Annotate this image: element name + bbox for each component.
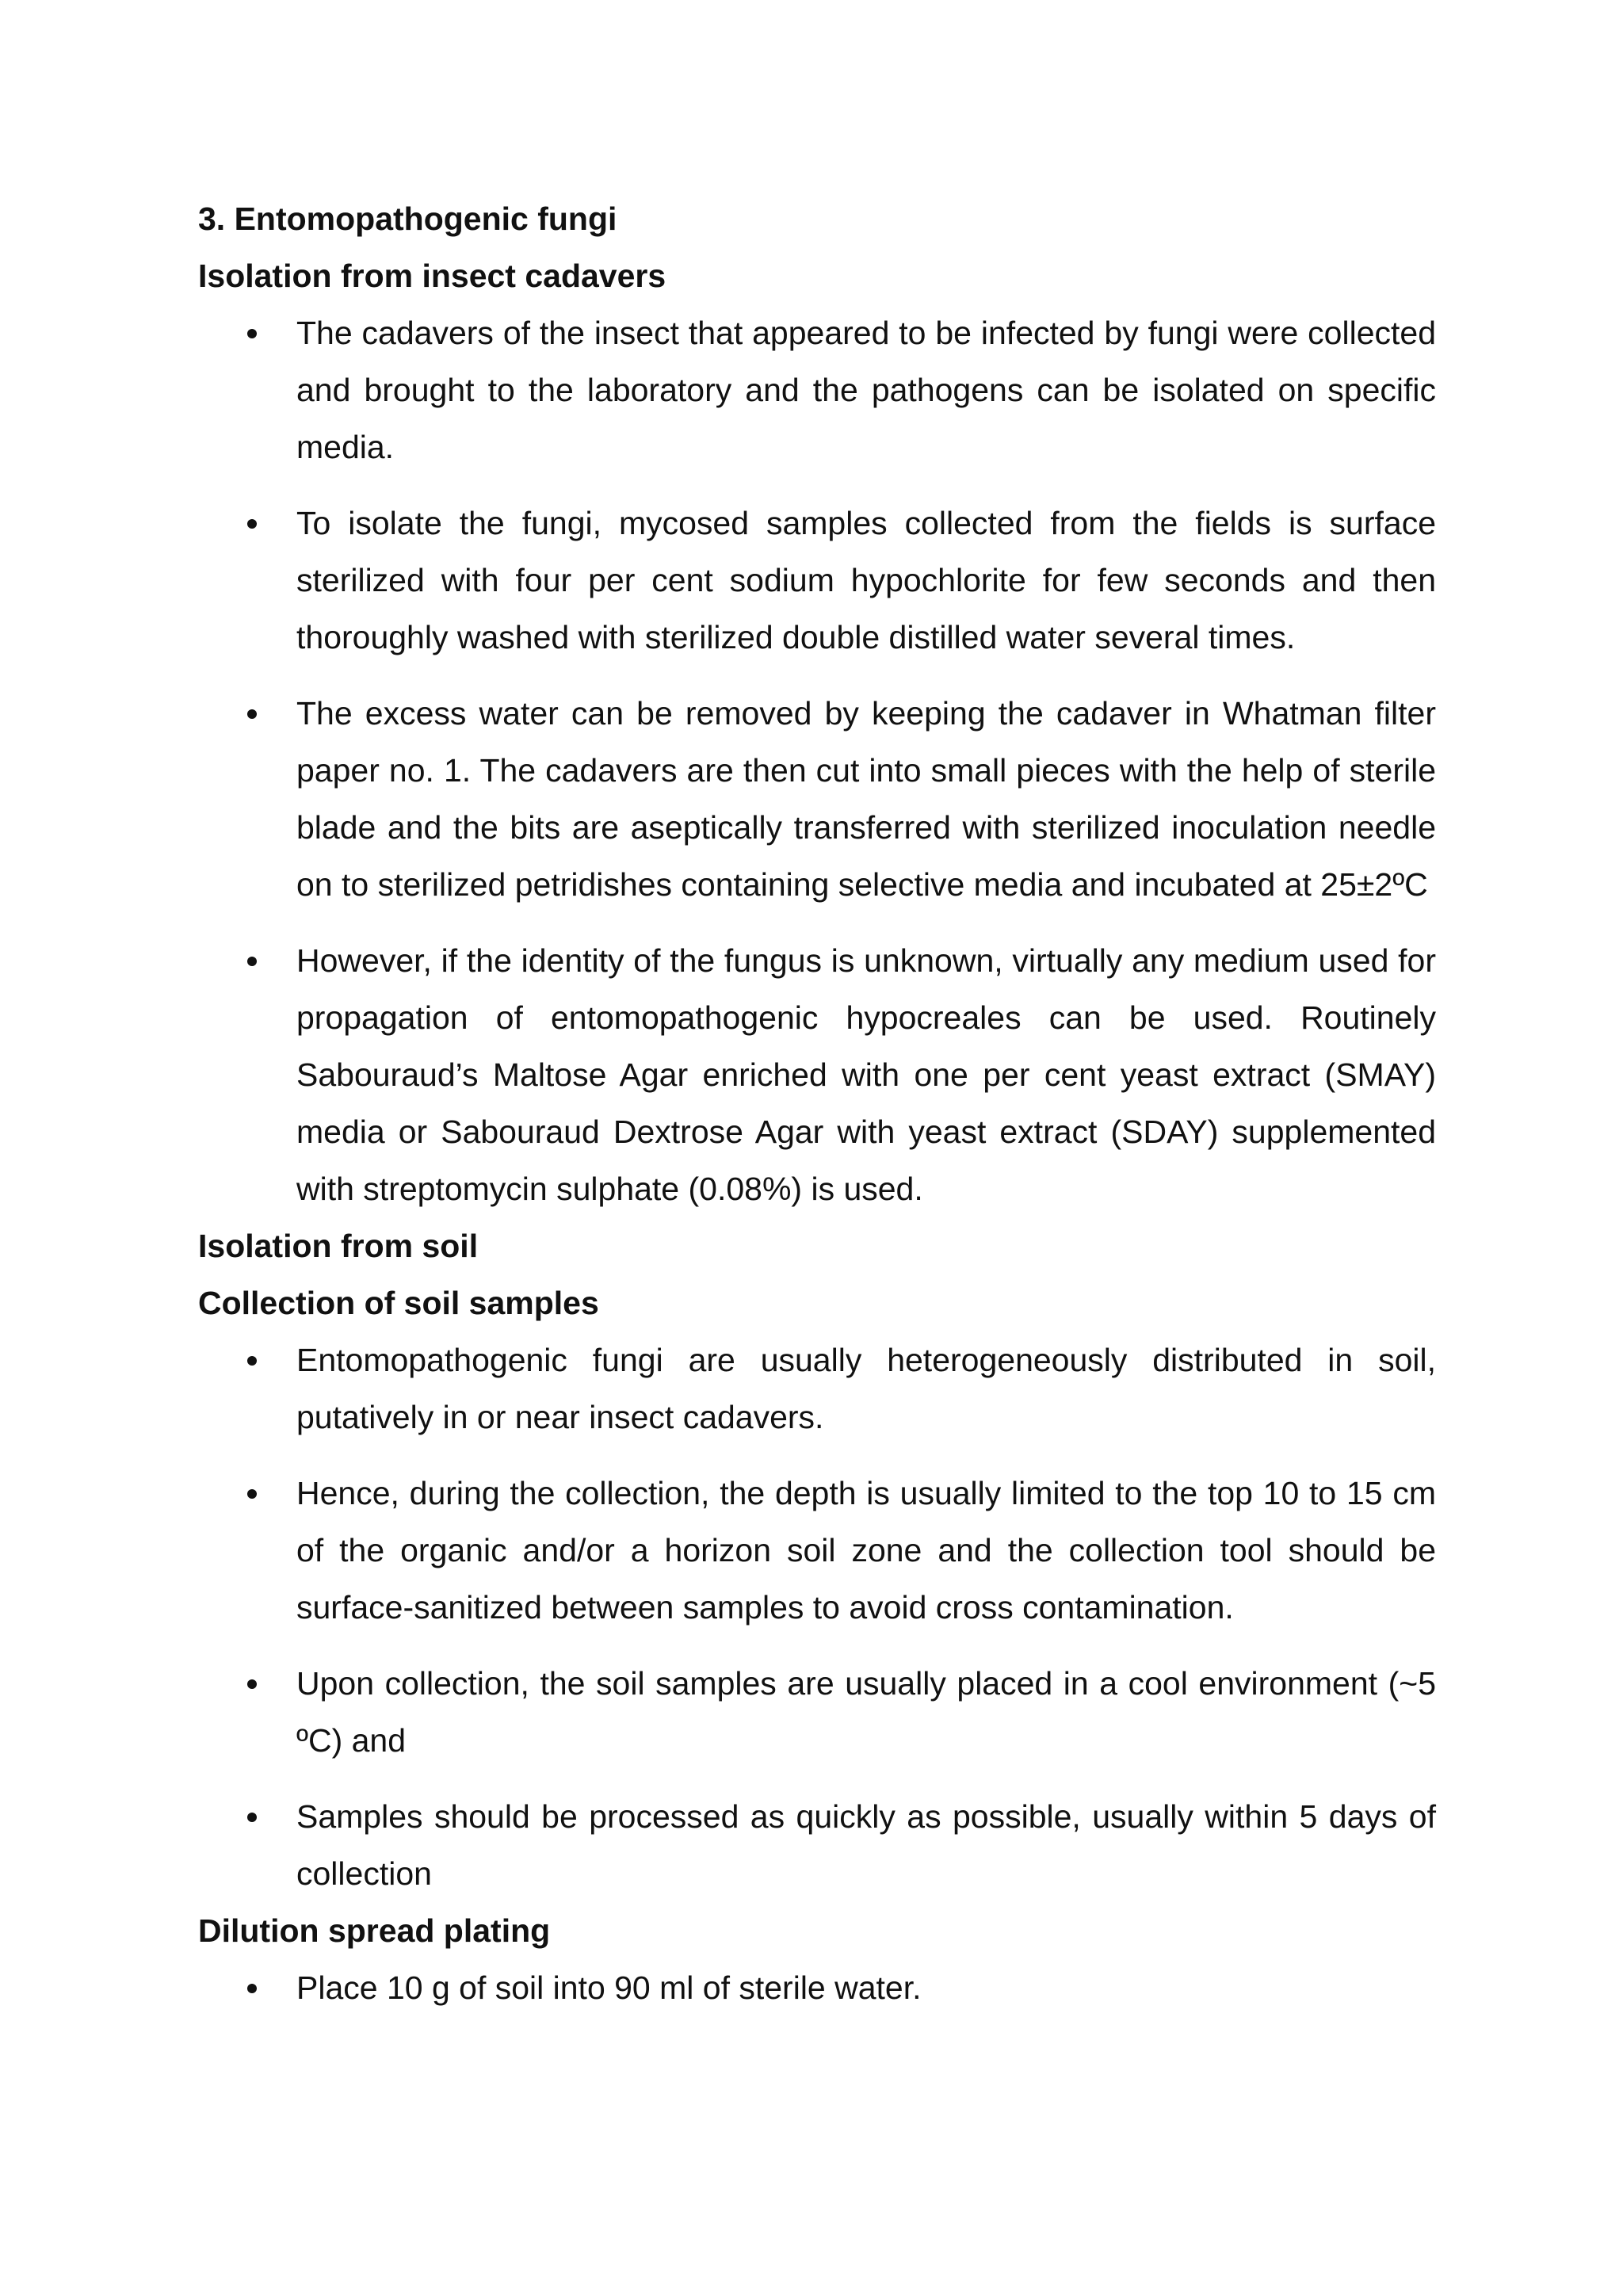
list-item bbox=[198, 304, 1436, 476]
subheading-collection-of-soil-samples: Collection of soil samples bbox=[198, 1285, 599, 1321]
bullet-icon bbox=[247, 709, 257, 719]
list-item bbox=[198, 1959, 1436, 2016]
list-item-text: Place 10 g of soil into 90 ml of sterile water. bbox=[296, 1969, 922, 2006]
list-item bbox=[198, 1465, 1436, 1636]
bullet-icon bbox=[247, 1813, 257, 1822]
section-title-entomopathogenic-fungi: 3. Entomopathogenic fungi bbox=[198, 201, 617, 237]
bullet-icon bbox=[247, 1356, 257, 1366]
bullet-list-soil-collection bbox=[198, 1331, 1436, 1902]
list-item-text: Upon collection, the soil samples are usually placed in a cool environment (~5 ºC) and bbox=[296, 1665, 1436, 1759]
list-item-text: To isolate the fungi, mycosed samples collected from the fields is surface sterilized with four per cent sodium hypochlorite for few seconds and then thoroughly washed with sterilized double distilled water several times. bbox=[296, 505, 1436, 655]
list-item-text: The cadavers of the insect that appeared to be infected by fungi were collected and brought to the laboratory and the pathogens can be isolated on specific media. bbox=[296, 315, 1436, 465]
list-item-text: However, if the identity of the fungus is unknown, virtually any medium used for propagation of entomopathogenic hypocreales can be used. Routinely Sabouraud’s Maltose Agar enriched with one per cent yeast extract (SMAY) media or Sabouraud Dextrose Agar with yeast extract (SDAY) supplemented with streptomycin sulphate (0.08%) is used. bbox=[296, 942, 1436, 1207]
list-item bbox=[198, 1655, 1436, 1769]
subheading-isolation-from-soil: Isolation from soil bbox=[198, 1228, 479, 1264]
bullet-icon bbox=[247, 957, 257, 966]
document-content bbox=[198, 190, 1436, 2016]
list-item bbox=[198, 1331, 1436, 1446]
bullet-list-cadavers bbox=[198, 304, 1436, 1217]
list-item-text: Hence, during the collection, the depth is usually limited to the top 10 to 15 cm of the organic and/or a horizon soil zone and the collection tool should be surface-sanitized between samples to avoid cross contamination. bbox=[296, 1475, 1436, 1626]
bullet-icon bbox=[247, 1984, 257, 1993]
bullet-list-dilution bbox=[198, 1959, 1436, 2016]
subheading-isolation-from-insect-cadavers: Isolation from insect cadavers bbox=[198, 258, 666, 294]
list-item-text: Entomopathogenic fungi are usually heterogeneously distributed in soil, putatively in or near insect cadavers. bbox=[296, 1342, 1436, 1435]
list-item bbox=[198, 932, 1436, 1217]
list-item bbox=[198, 495, 1436, 666]
list-item bbox=[198, 685, 1436, 913]
bullet-icon bbox=[247, 329, 257, 338]
list-item bbox=[198, 1788, 1436, 1902]
bullet-icon bbox=[247, 519, 257, 529]
subheading-dilution-spread-plating: Dilution spread plating bbox=[198, 1912, 551, 1949]
list-item-text: The excess water can be removed by keeping the cadaver in Whatman filter paper no. 1. The cadavers are then cut into small pieces with the help of sterile blade and the bits are aseptically transferred with sterilized inoculation needle on to sterilized petridishes containing selective media and incubated at 25±2ºC bbox=[296, 695, 1436, 903]
bullet-icon bbox=[247, 1679, 257, 1689]
bullet-icon bbox=[247, 1489, 257, 1499]
list-item-text: Samples should be processed as quickly as possible, usually within 5 days of collection bbox=[296, 1798, 1436, 1892]
